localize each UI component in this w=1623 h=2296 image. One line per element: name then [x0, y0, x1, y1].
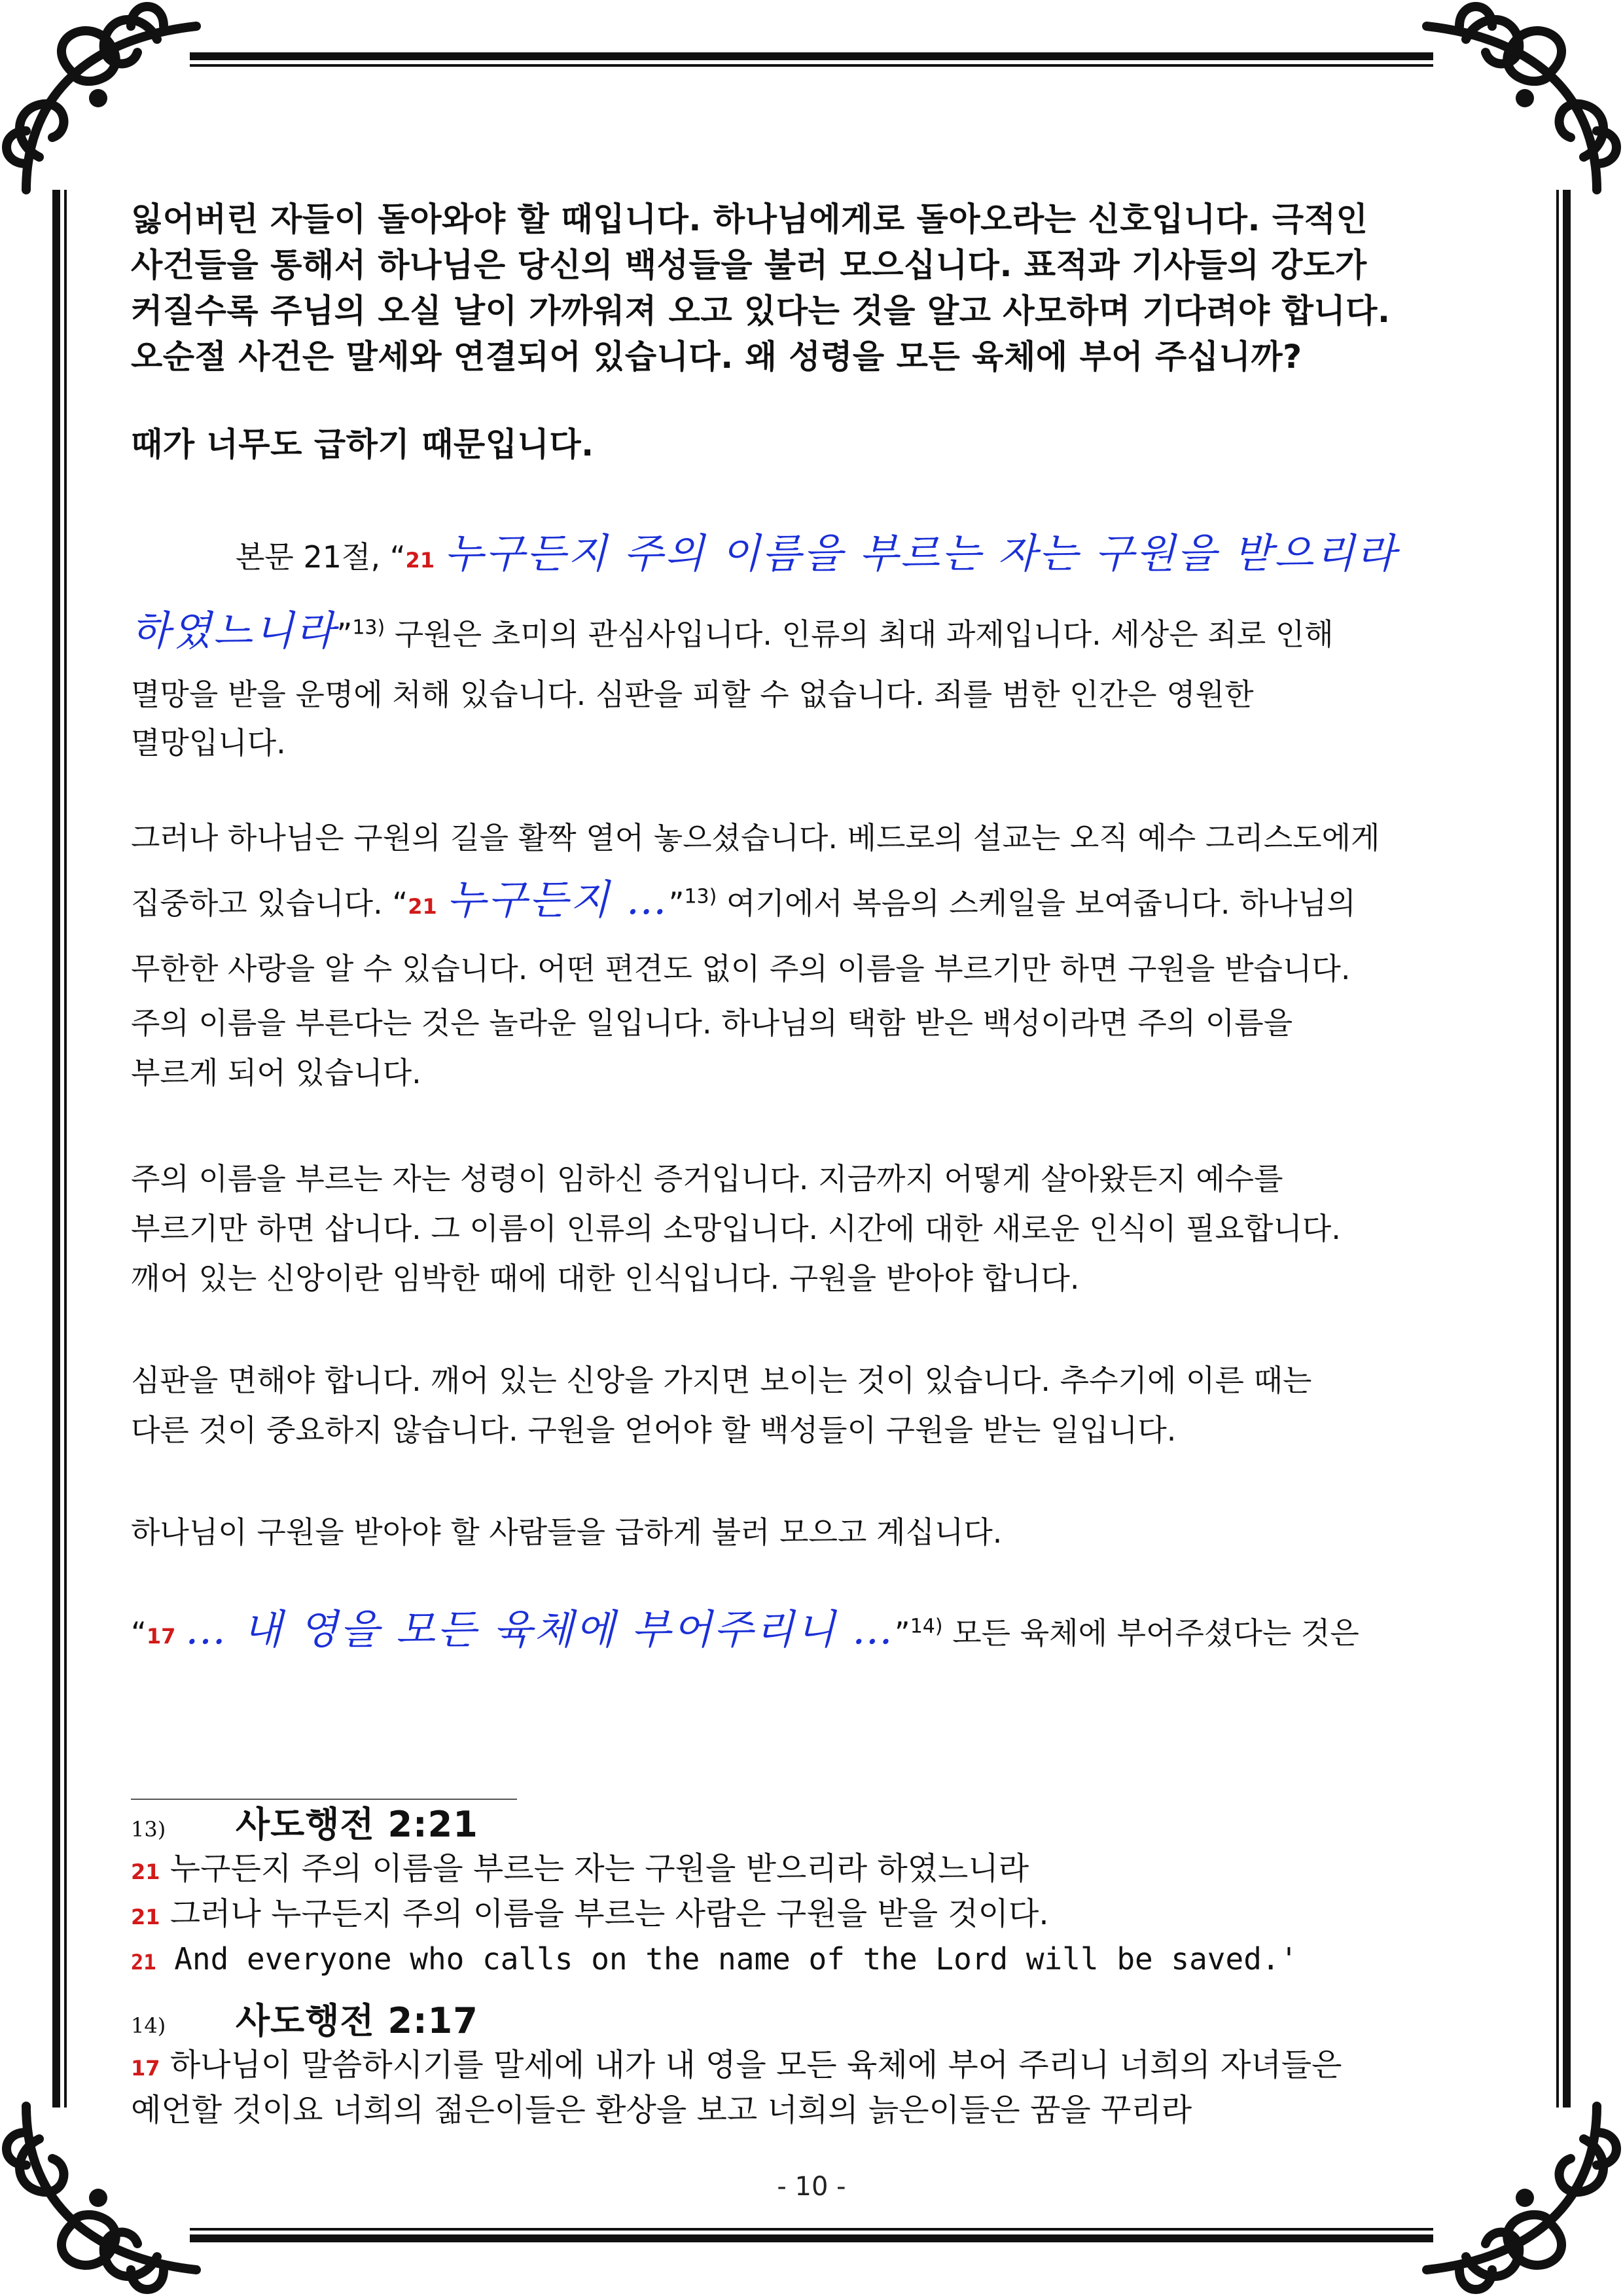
intro-line: 오순절 사건은 말세와 연결되어 있습니다. 왜 성령을 모든 육체에 부어 주십니까?: [131, 338, 1302, 376]
paragraph-2: [131, 808, 1492, 1098]
text-line: 멸망입니다.: [131, 725, 286, 761]
text-line: 하나님이 구원을 받아야 할 사람들을 급하게 불러 모으고 계십니다.: [131, 1515, 1003, 1550]
footnote-reference: 사도행전 2:21: [236, 1804, 478, 1845]
intro-line: 커질수록 주님의 오실 날이 가까워져 오고 있다는 것을 알고 사모하며 기다려야 합니다.: [131, 292, 1391, 330]
quote-close: ”: [336, 617, 353, 652]
verse-number: 21: [131, 1859, 160, 1884]
footnote-ref[interactable]: 13): [684, 885, 717, 908]
intro-line: 사건들을 통해서 하나님은 당신의 백성들을 불러 모으십니다. 표적과 기사들의 강도가: [131, 246, 1367, 284]
quote-close: ”: [668, 886, 685, 921]
paragraph-6: [131, 1594, 1492, 1672]
footnote-text: 그러나 누구든지 주의 이름을 부르는 사람은 구원을 받을 것이다.: [160, 1895, 1049, 1932]
paragraph-1: [131, 514, 1492, 762]
verse-quote: 하였느니라: [131, 607, 337, 655]
text-line: 부르게 되어 있습니다.: [131, 1055, 421, 1090]
footnote-reference: 사도행전 2:17: [236, 2000, 478, 2041]
footnote-text: 예언할 것이요 너희의 젊은이들은 환상을 보고 너희의 늙은이들은 꿈을 꾸리라: [131, 2092, 1192, 2128]
footnote-ref[interactable]: 13): [352, 616, 385, 639]
verse-number: 21: [408, 894, 437, 919]
footnote-text: 누구든지 주의 이름을 부르는 자는 구원을 받으리라 하였느니라: [160, 1850, 1029, 1887]
footnote-text: 하나님이 말씀하시기를 말세에 내가 내 영을 모든 육체에 부어 주리니 너희의 자녀들은: [160, 2047, 1342, 2083]
paragraph-3: [131, 1154, 1492, 1303]
text-line: 깨어 있는 신앙이란 임박한 때에 대한 인식입니다. 구원을 받아야 합니다.: [131, 1261, 1080, 1296]
text-run: 본문 21절, “: [236, 539, 406, 575]
footnote-text: And everyone who calls on the name of the Lord will be saved.': [156, 1941, 1298, 1977]
text-line: 그러나 하나님은 구원의 길을 활짝 열어 놓으셨습니다. 베드로의 설교는 오직 예수 그리스도에게: [131, 820, 1380, 855]
verse-number: 17: [131, 2056, 160, 2081]
text-run: 여기에서 복음의 스케일을 보여줍니다. 하나님의: [717, 886, 1356, 921]
verse-number: 17: [146, 1624, 176, 1649]
verse-number: 21: [131, 1950, 156, 1975]
intro-emphasis: 때가 너무도 급하기 때문입니다.: [131, 425, 594, 463]
paragraph-4: [131, 1355, 1492, 1455]
text-line: 다른 것이 중요하지 않습니다. 구원을 얻어야 할 백성들이 구원을 받는 일입니다.: [131, 1412, 1177, 1448]
verse-number: 21: [131, 1905, 160, 1929]
footnote-number: 14): [131, 2013, 166, 2038]
footnote-separator: [131, 1799, 517, 1800]
text-line: 심판을 면해야 합니다. 깨어 있는 신앙을 가지면 보이는 것이 있습니다. 추수기에 이른 때는: [131, 1363, 1312, 1398]
verse-number: 21: [405, 548, 435, 573]
text-line: 주의 이름을 부르는 자는 성령이 임하신 증거입니다. 지금까지 어떻게 살아왔든지 예수를: [131, 1161, 1283, 1196]
intro-line: 잃어버린 자들이 돌아와야 할 때입니다. 하나님에게로 돌아오라는 신호입니다. 극적인: [131, 200, 1368, 238]
quote-close: ”: [894, 1615, 910, 1651]
page-number: - 10 -: [777, 2172, 846, 2202]
footnote-number: 13): [131, 1817, 166, 1842]
ornament-corner-icon: [1407, 0, 1623, 216]
quote-open: “: [131, 1615, 147, 1651]
footnote-ref[interactable]: 14): [910, 1615, 943, 1638]
intro-paragraph: [131, 196, 1492, 467]
text-run: 모든 육체에 부어주셨다는 것은: [942, 1615, 1359, 1651]
page-body: [131, 196, 1492, 1672]
verse-quote: 누구든지 …: [446, 876, 669, 924]
verse-quote: … 내 영을 모든 육체에 부어주리니 …: [185, 1605, 895, 1653]
text-line: 멸망을 받을 운명에 처해 있습니다. 심판을 피할 수 없습니다. 죄를 범한 인간은 영원한: [131, 677, 1254, 712]
footnote-13: [131, 1806, 1492, 1983]
text-run: 구원은 초미의 관심사입니다. 인류의 최대 과제입니다. 세상은 죄로 인해: [385, 617, 1334, 652]
ornament-corner-icon: [0, 0, 216, 216]
footnote-14: [131, 2000, 1492, 2134]
text-run: 집중하고 있습니다. “: [131, 886, 408, 921]
paragraph-5: [131, 1507, 1492, 1557]
text-line: 부르기만 하면 삽니다. 그 이름이 인류의 소망입니다. 시간에 대한 새로운 인식이 필요합니다.: [131, 1211, 1341, 1246]
verse-quote: 누구든지 주의 이름을 부르는 자는 구원을 받으리라: [444, 529, 1398, 577]
text-line: 주의 이름을 부른다는 것은 놀라운 일입니다. 하나님의 택함 받은 백성이라면 주의 이름을: [131, 1005, 1293, 1041]
text-line: 무한한 사랑을 알 수 있습니다. 어떤 편견도 없이 주의 이름을 부르기만 하면 구원을 받습니다.: [131, 951, 1351, 986]
